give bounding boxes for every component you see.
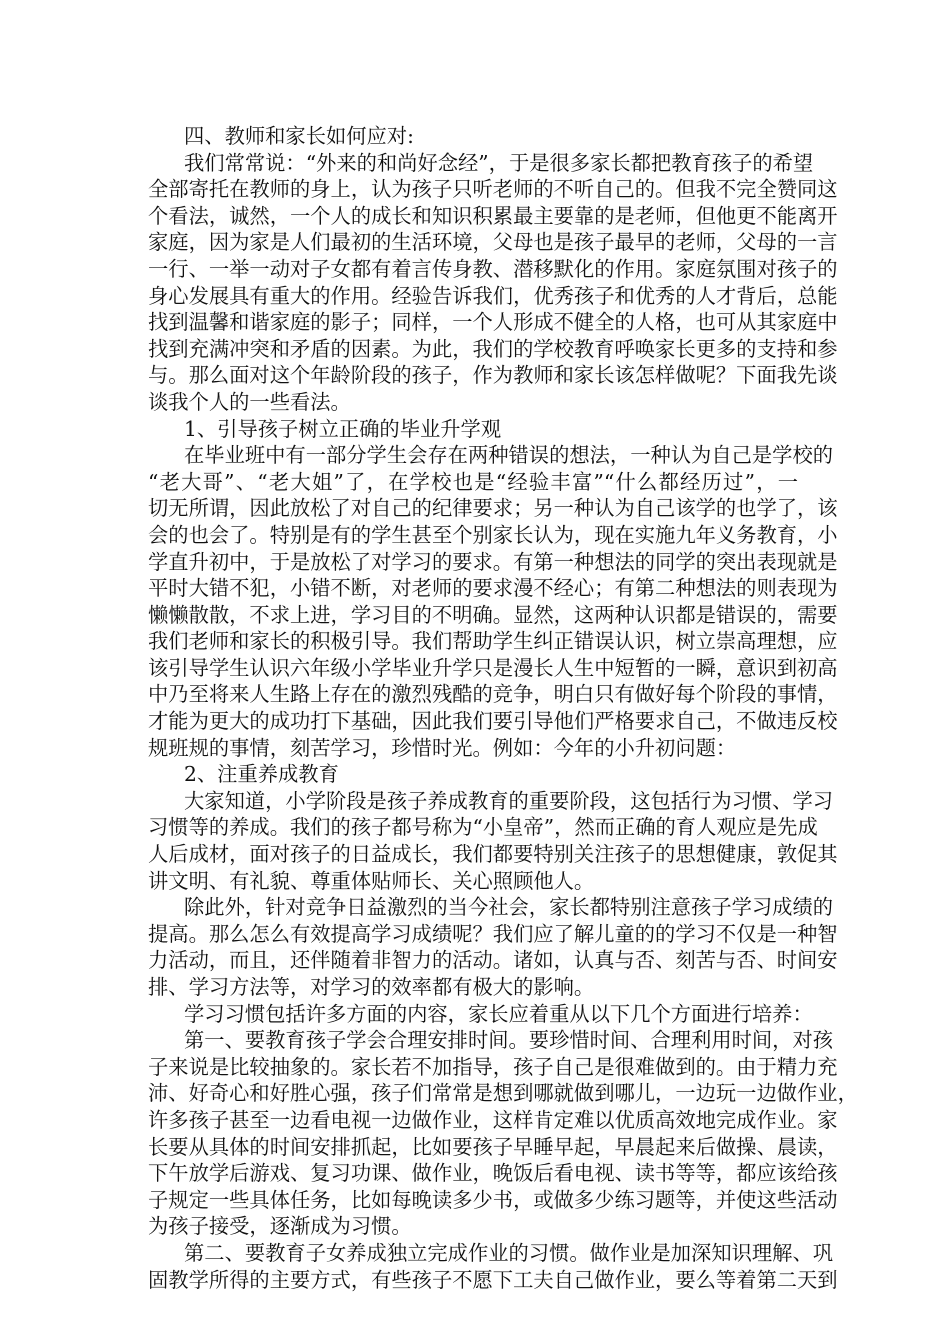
text-line: 全部寄托在教师的身上，认为孩子只听老师的不听自己的。但我不完全赞同这 [148,177,838,202]
text-line: 个看法，诚然，一个人的成长和知识积累最主要靠的是老师，但他更不能离开 [148,203,838,228]
text-line: 才能为更大的成功打下基础，因此我们要引导他们严格要求自己，不做违反校 [148,709,838,734]
text-line: 在毕业班中有一部分学生会存在两种错误的想法，一种认为自己是学校的 [184,443,834,468]
text-line: 长要从具体的时间安排抓起，比如要孩子早睡早起，早晨起来后做操、晨读， [148,1134,838,1159]
text-line: 下午放学后游戏、复习功课、做作业，晚饭后看电视、读书等等，都应该给孩 [148,1161,838,1186]
text-line: 讲文明、有礼貌、尊重体贴师长、关心照顾他人。 [148,868,595,893]
text-line: 谈我个人的一些看法。 [148,389,351,414]
text-line: 学直升初中，于是放松了对学习的要求。有第一种想法的同学的突出表现就是 [148,549,838,574]
text-line: 会的也会了。特别是有的学生甚至个别家长认为，现在实施九年义务教育，小 [148,522,838,547]
text-line: 与。那么面对这个年龄阶段的孩子，作为教师和家长该怎样做呢？下面我先谈 [148,363,838,388]
document-page [148,123,858,1293]
text-line: 子来说是比较抽象的。家长若不加指导，孩子自己是很难做到的。由于精力充 [148,1054,838,1079]
text-line: 为孩子接受，逐渐成为习惯。 [148,1214,412,1239]
text-line: 我们老师和家长的积极引导。我们帮助学生纠正错误认识，树立崇高理想，应 [148,629,838,654]
text-line: 沛、好奇心和好胜心强，孩子们常常是想到哪就做到哪儿，一边玩一边做作业， [148,1081,858,1106]
text-line: 懒懒散散，不求上进，学习目的不明确。显然，这两种认识都是错误的，需要 [148,602,838,627]
text-line: 我们常常说：“外来的和尚好念经”，于是很多家长都把教育孩子的希望 [184,150,814,175]
text-line: “老大哥”、“老大姐”了，在学校也是“经验丰富”“什么都经历过”，一 [148,469,798,494]
text-line: 习惯等的养成。我们的孩子都号称为“小皇帝”，然而正确的育人观应是先成 [148,815,818,840]
text-line: 力活动，而且，还伴随着非智力的活动。诸如，认真与否、刻苦与否、时间安 [148,948,838,973]
text-line: 子规定一些具体任务，比如每晚读多少书，或做多少练习题等，并使这些活动 [148,1187,838,1212]
text-line: 家庭，因为家是人们最初的生活环境，父母也是孩子最早的老师，父母的一言 [148,230,838,255]
text-line: 许多孩子甚至一边看电视一边做作业，这样肯定难以优质高效地完成作业。家 [148,1107,838,1132]
text-line: 排、学习方法等，对学习的效率都有极大的影响。 [148,975,595,999]
text-line: 找到充满冲突和矛盾的因素。为此，我们的学校教育呼唤家长更多的支持和参 [148,336,838,361]
text-line: 身心发展具有重大的作用。经验告诉我们，优秀孩子和优秀的人才背后，总能 [148,283,838,308]
text-line: 中乃至将来人生路上存在的激烈残酷的竞争，明白只有做好每个阶段的事情， [148,682,838,707]
text-line: 2、注重养成教育 [184,762,339,787]
text-line: 学习习惯包括许多方面的内容，家长应着重从以下几个方面进行培养： [184,1001,813,1026]
text-line: 切无所谓，因此放松了对自己的纪律要求；另一种认为自己该学的也学了，该 [148,496,838,521]
text-line: 大家知道，小学阶段是孩子养成教育的重要阶段，这包括行为习惯、学习 [184,788,834,813]
text-line: 人后成材，面对孩子的日益成长，我们都要特别关注孩子的思想健康，敦促其 [148,842,838,867]
text-line: 提高。那么怎么有效提高学习成绩呢？我们应了解儿童的的学习不仅是一种智 [148,921,838,946]
text-line: 一行、一举一动对子女都有着言传身教、潜移默化的作用。家庭氛围对孩子的 [148,256,838,281]
text-line: 平时大错不犯，小错不断，对老师的要求漫不经心；有第二种想法的则表现为 [148,576,838,601]
text-line: 除此外，针对竞争日益激烈的当今社会，家长都特别注意孩子学习成绩的 [184,895,834,920]
text-line: 四、教师和家长如何应对: [184,124,414,148]
text-line: 第二、要教育子女养成独立完成作业的习惯。做作业是加深知识理解、巩 [184,1240,834,1265]
text-line: 1、引导孩子树立正确的毕业升学观 [184,416,502,441]
text-line: 规班规的事情，刻苦学习，珍惜时光。例如：今年的小升初问题： [148,735,737,760]
text-line: 固教学所得的主要方式，有些孩子不愿下工夫自己做作业，要么等着第二天到 [148,1267,838,1292]
text-line: 找到温馨和谐家庭的影子；同样，一个人形成不健全的人格，也可从其家庭中 [148,310,838,335]
text-line: 第一、要教育孩子学会合理安排时间。要珍惜时间、合理利用时间，对孩 [184,1028,834,1053]
text-line: 该引导学生认识六年级小学毕业升学只是漫长人生中短暂的一瞬，意识到初高 [148,655,838,680]
